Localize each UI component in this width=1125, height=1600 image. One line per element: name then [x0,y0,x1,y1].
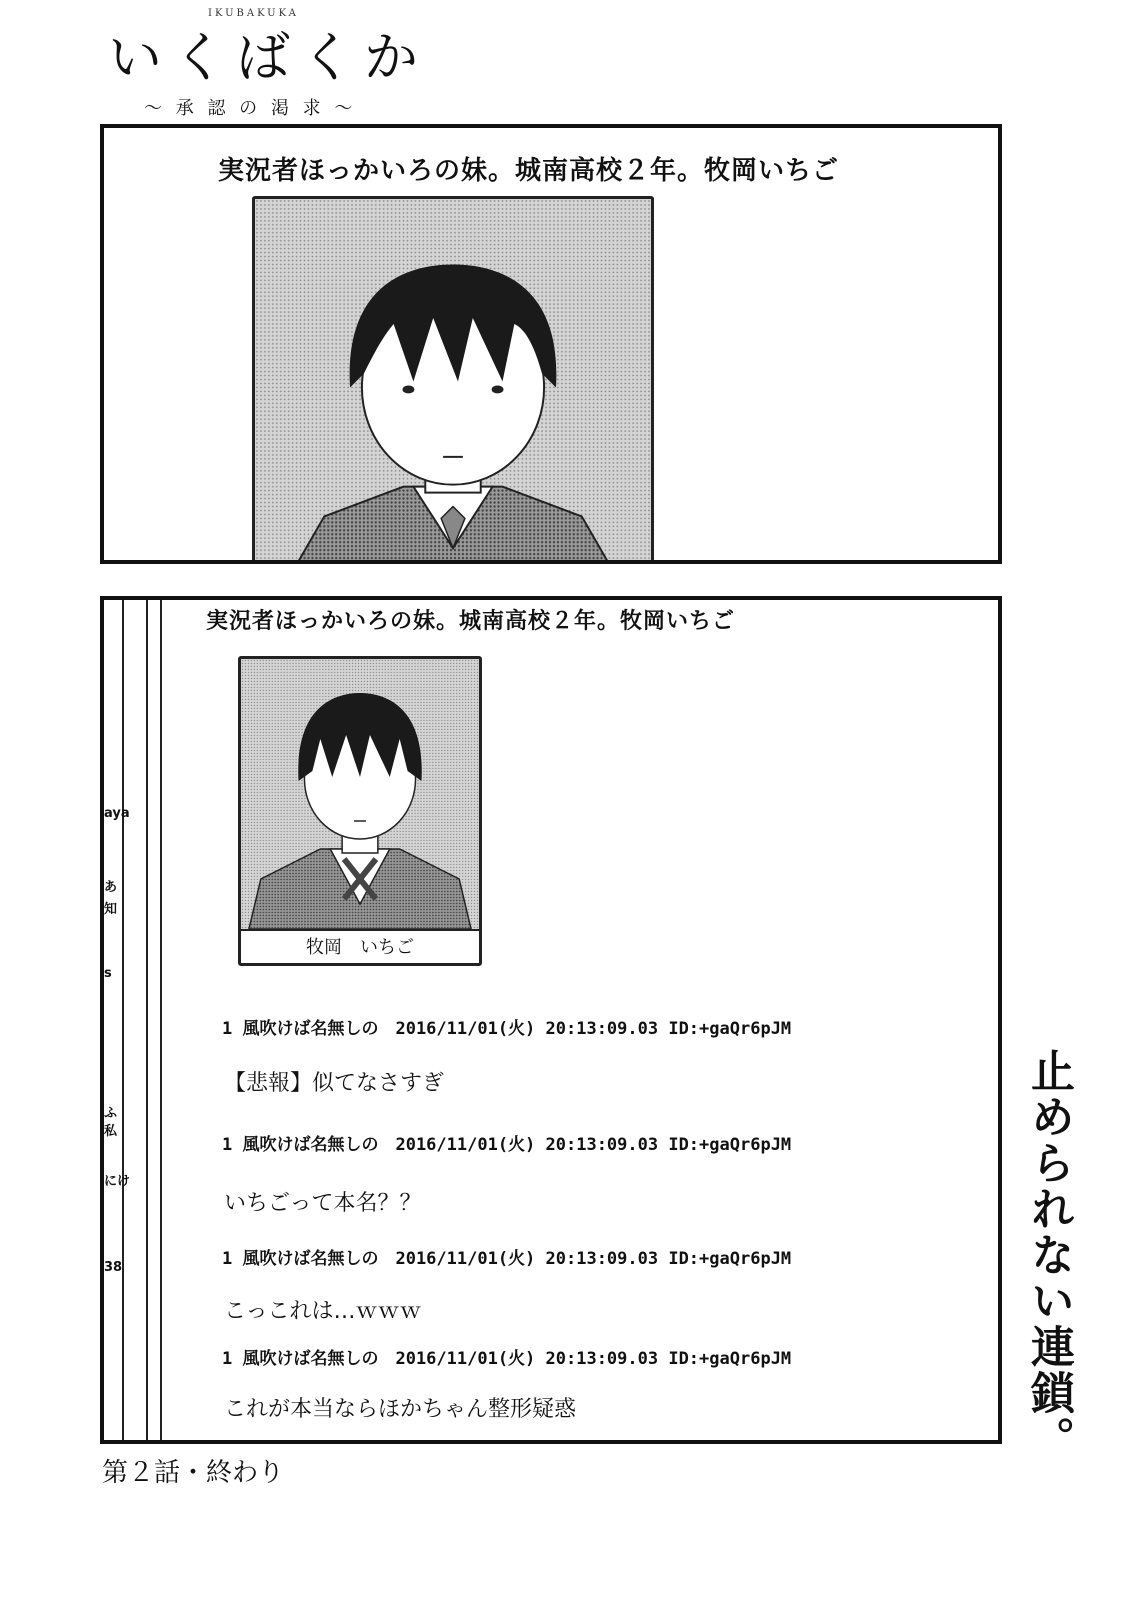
edge-fragment-text: aya [104,806,130,821]
forum-post-header: 1 風吹けば名無しの 2016/11/01(火) 20:13:09.03 ID:+gaQr6pJM [222,1019,792,1039]
edge-fragment-text: にけ [104,1174,131,1189]
photo-name-caption: 牧岡 いちご [306,937,414,958]
series-title-block [108,8,448,118]
panel-2-headline: 実況者ほっかいろの妹。城南高校２年。牧岡いちご [206,609,736,634]
edge-divider-line [122,600,124,1440]
edge-fragment-text: ふ [104,1106,118,1121]
chapter-end-label: 第２話・終わり [102,1458,285,1488]
forum-post-body: いちごって本名？？ [224,1191,422,1216]
edge-fragment-text: あ [104,880,118,895]
series-subtitle: ～ 承 認 の 渇 求 ～ [144,98,357,119]
manga-panel-1 [100,124,1002,564]
forum-post-header: 1 風吹けば名無しの 2016/11/01(火) 20:13:09.03 ID:+gaQr6pJM [222,1349,792,1369]
title-romaji: IKUBAKUKA [208,8,299,19]
edge-fragment-text: 私 [104,1124,118,1139]
panel-2-photo-frame [238,656,482,966]
schoolgirl-portrait-illustration [255,199,651,564]
forum-post-body: 【悲報】似てなさすぎ [224,1071,445,1096]
forum-post-body: こっこれは…ｗｗｗ [224,1299,422,1324]
panel-1-headline: 実況者ほっかいろの妹。城南高校２年。牧岡いちご [218,156,840,186]
panel-1-photo-frame [252,196,654,564]
edge-fragment-text: 知 [104,902,118,917]
panel-2-portrait [241,659,479,931]
manga-panel-2 [100,596,1002,1444]
edge-divider-line [146,600,148,1440]
edge-divider-line [160,600,162,1440]
schoolgirl-portrait-illustration [241,659,479,929]
series-title: いくばくか [108,26,428,89]
forum-post-body: これが本当ならほかちゃん整形疑惑 [224,1397,577,1422]
forum-post-header: 1 風吹けば名無しの 2016/11/01(火) 20:13:09.03 ID:+gaQr6pJM [222,1135,792,1155]
forum-post-header: 1 風吹けば名無しの 2016/11/01(火) 20:13:09.03 ID:+gaQr6pJM [222,1249,792,1269]
panel-1-portrait [255,199,651,564]
vertical-tagline: 止められない連鎖。 [1023,1048,1074,1462]
edge-fragment-text: s [104,966,112,981]
edge-fragment-text: 38 [104,1260,123,1275]
